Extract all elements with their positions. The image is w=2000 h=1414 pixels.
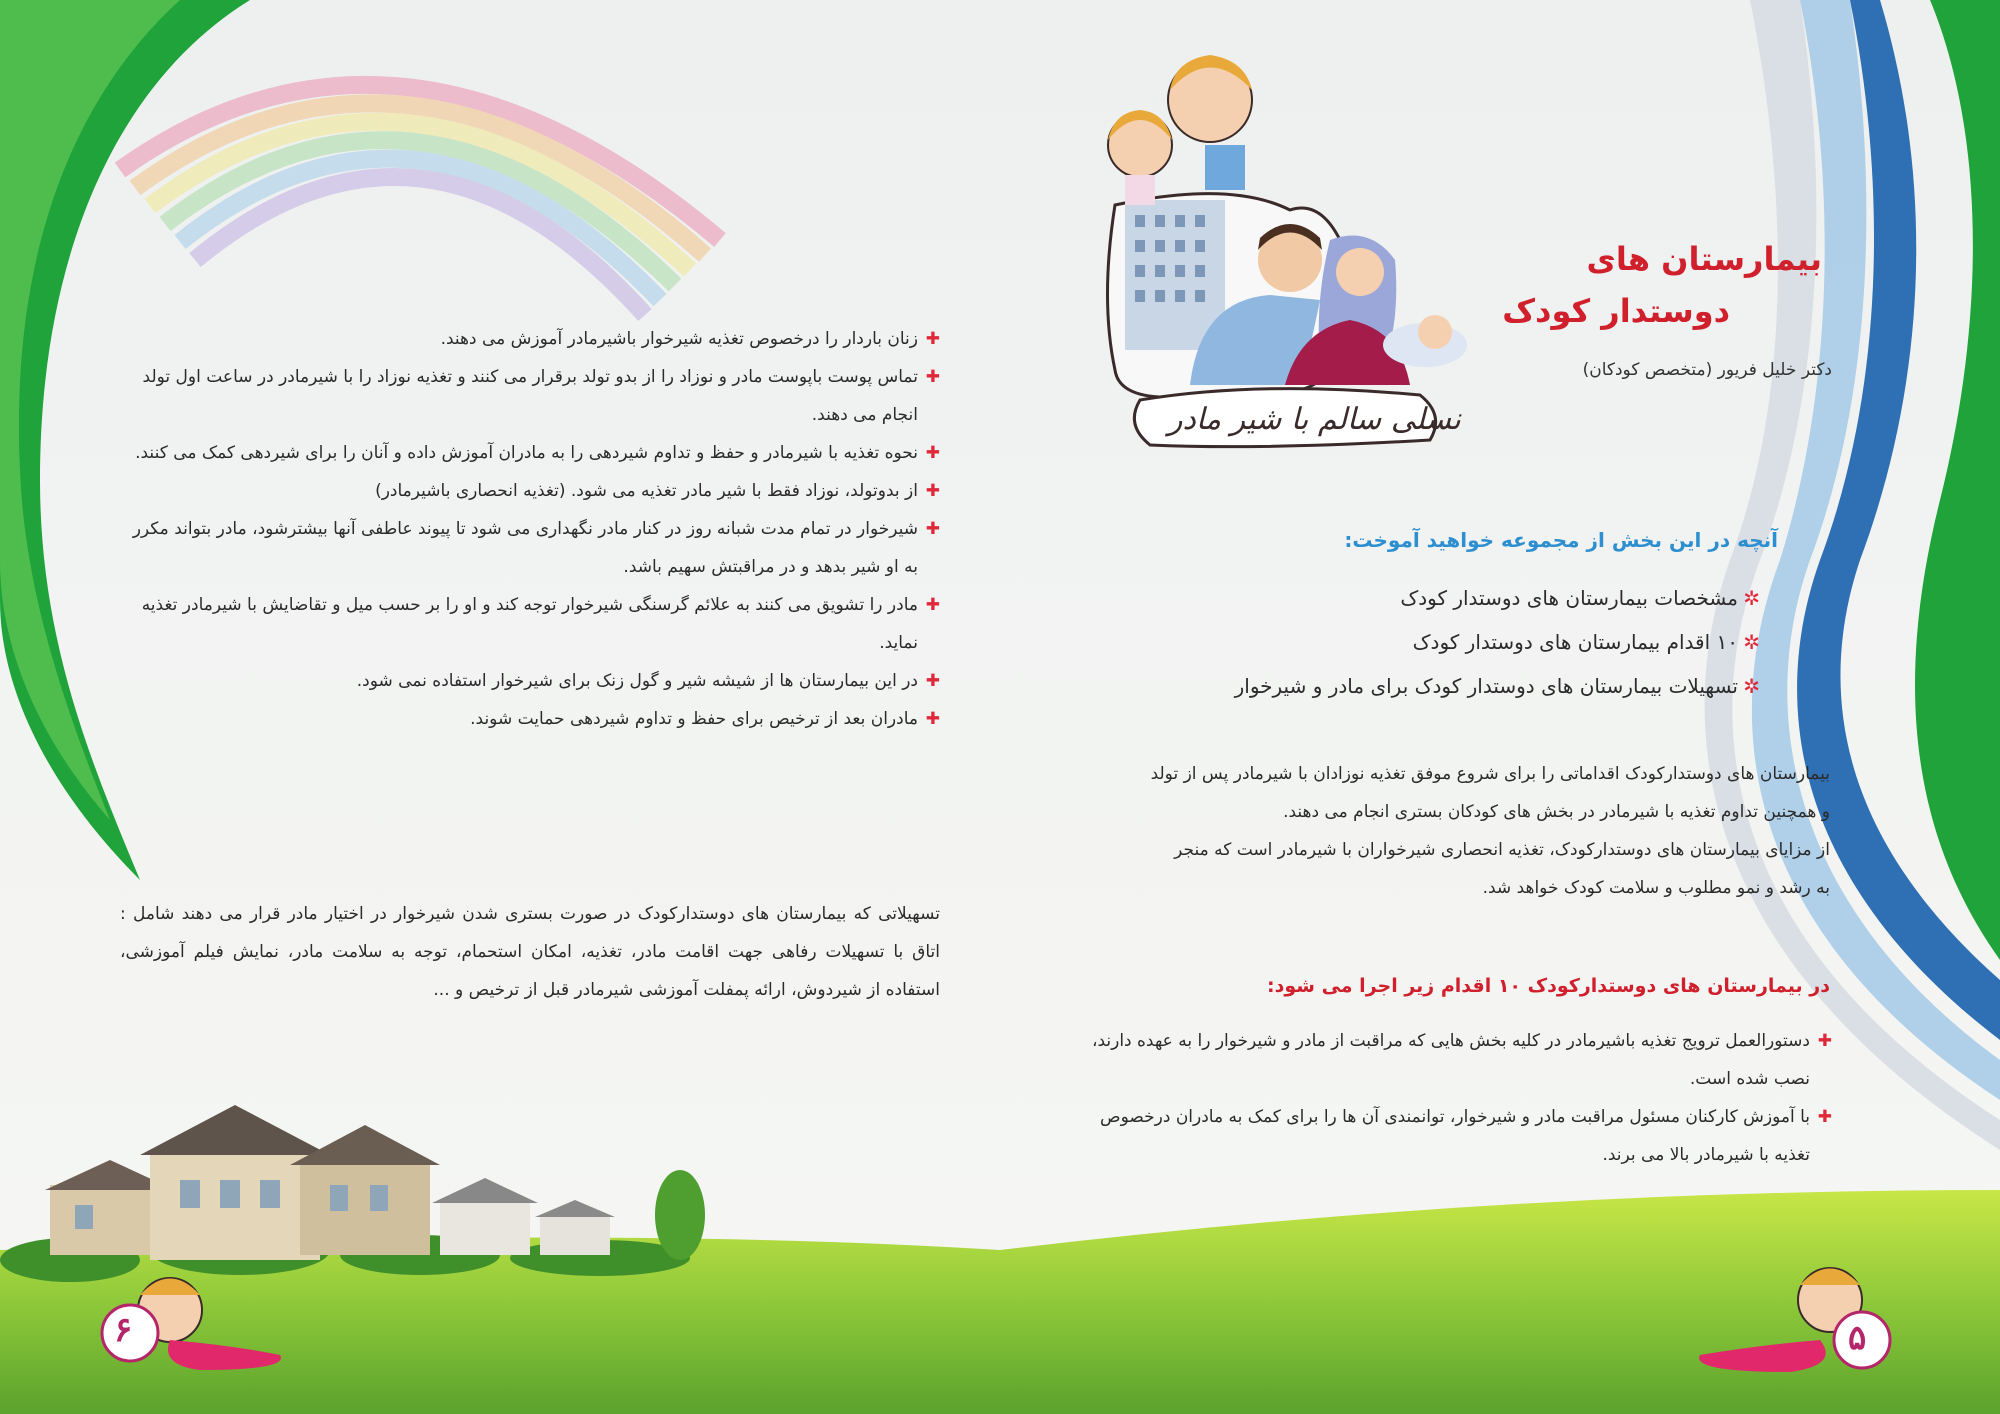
list-item: ✚ در این بیمارستان ها از شیشه شیر و گول زنک برای شیرخوار استفاده نمی شود. [120, 662, 940, 700]
plus-icon: ✚ [925, 481, 940, 501]
page-number-right: ۵ [1848, 1318, 1867, 1358]
asterisk-icon: ✲ [1743, 586, 1760, 610]
left-bullets-list [120, 320, 940, 738]
list-item: ✚ از بدوتولد، نوزاد فقط با شیر مادر تغذیه می شود. (تغذیه انحصاری باشیرمادر) [120, 472, 940, 510]
asterisk-icon: ✲ [1743, 674, 1760, 698]
list-item: ✚ شیرخوار در تمام مدت شبانه روز در کنار مادر نگهداری می شود تا پیوند عاطفی آنها بیشترشود، مادر بتواند مکرر به او شیر بدهد و در مراقبتش سهیم باشد. [120, 510, 940, 586]
list-item: ✚ تماس پوست باپوست مادر و نوزاد را از بدو تولد برقرار می کنند و تغذیه نوزاد را با شیرمادر در ساعت اول تولد انجام می دهند. [120, 358, 940, 434]
list-item: ✲ ۱۰ اقدام بیمارستان های دوستدار کودک [1200, 620, 1760, 664]
steps-heading: در بیمارستان های دوستدارکودک ۱۰ اقدام زیر اجرا می شود: [1267, 975, 1830, 997]
intro-paragraph: بیمارستان های دوستدارکودک اقداماتی را برای شروع موفق تغذیه نوزادان با شیرمادر پس از تولد و همچنین تداوم تغذیه با شیرمادر در بخش های کودکان بستری انجام می دهند. از مزایای بیمارستان های دوستدارکودک، تغذیه انحصاری شیرخواران با شیرمادر است که منجر به رشد و نمو مطلوب و سلامت کودک خواهد شد. [1150, 764, 1830, 898]
list-item: ✚ نحوه تغذیه با شیرمادر و حفظ و تداوم شیردهی را به مادران آموزش داده و آنان را برای شیردهی کمک می کنند. [120, 434, 940, 472]
learn-list [1200, 576, 1760, 708]
plus-icon: ✚ [925, 671, 940, 691]
list-item: ✚ با آموزش کارکنان مسئول مراقبت مادر و شیرخوار، توانمندی آن ها را برای کمک به مادران درخصوص تغذیه با شیرمادر بالا می برند. [1062, 1098, 1832, 1174]
plus-icon: ✚ [1817, 1031, 1832, 1051]
page-title: بیمارستان های [1586, 240, 1822, 278]
list-item: ✚ مادر را تشویق می کنند به علائم گرسنگی شیرخوار توجه کند و او را بر حسب میل و تقاضایش با شیرمادر تغذیه نماید. [120, 586, 940, 662]
plus-icon: ✚ [1817, 1107, 1832, 1127]
list-item: ✲ مشخصات بیمارستان های دوستدار کودک [1200, 576, 1760, 620]
steps-list [1062, 1022, 1832, 1174]
list-item: ✚ زنان باردار را درخصوص تغذیه شیرخوار باشیرمادر آموزش می دهند. [120, 320, 940, 358]
asterisk-icon: ✲ [1743, 630, 1760, 654]
learn-heading: آنچه در این بخش از مجموعه خواهید آموخت: [1344, 528, 1778, 552]
plus-icon: ✚ [925, 443, 940, 463]
page-number-left: ۶ [114, 1310, 133, 1350]
facilities-paragraph: تسهیلاتی که بیمارستان های دوستدارکودک در صورت بستری شدن شیرخوار در اختیار مادر قرار می دهند شامل : اتاق با تسهیلات رفاهی جهت اقامت مادر، تغذیه، امکان استحمام، توجه به سلامت مادر، نمایش فیلم آموزشی، استفاده از شیردوش، ارائه پمفلت آموزشی شیرمادر قبل از ترخیص و ... [120, 904, 940, 1000]
plus-icon: ✚ [925, 709, 940, 729]
list-item: ✚ دستورالعمل ترویج تغذیه باشیرمادر در کلیه بخش هایی که مراقبت از مادر و شیرخوار را به عهده دارند، نصب شده است. [1062, 1022, 1832, 1098]
list-item: ✲ تسهیلات بیمارستان های دوستدار کودک برای مادر و شیرخوار [1200, 664, 1760, 708]
plus-icon: ✚ [925, 595, 940, 615]
plus-icon: ✚ [925, 329, 940, 349]
page-title-line2: دوستدار کودک [1502, 292, 1730, 330]
list-item: ✚ مادران بعد از ترخیص برای حفظ و تداوم شیردهی حمایت شوند. [120, 700, 940, 738]
plus-icon: ✚ [925, 519, 940, 539]
plus-icon: ✚ [925, 367, 940, 387]
author-line: دکتر خلیل فریور (متخصص کودکان) [1582, 360, 1832, 380]
banner-text: نسلی سالم با شیر مادر [1168, 402, 1461, 437]
